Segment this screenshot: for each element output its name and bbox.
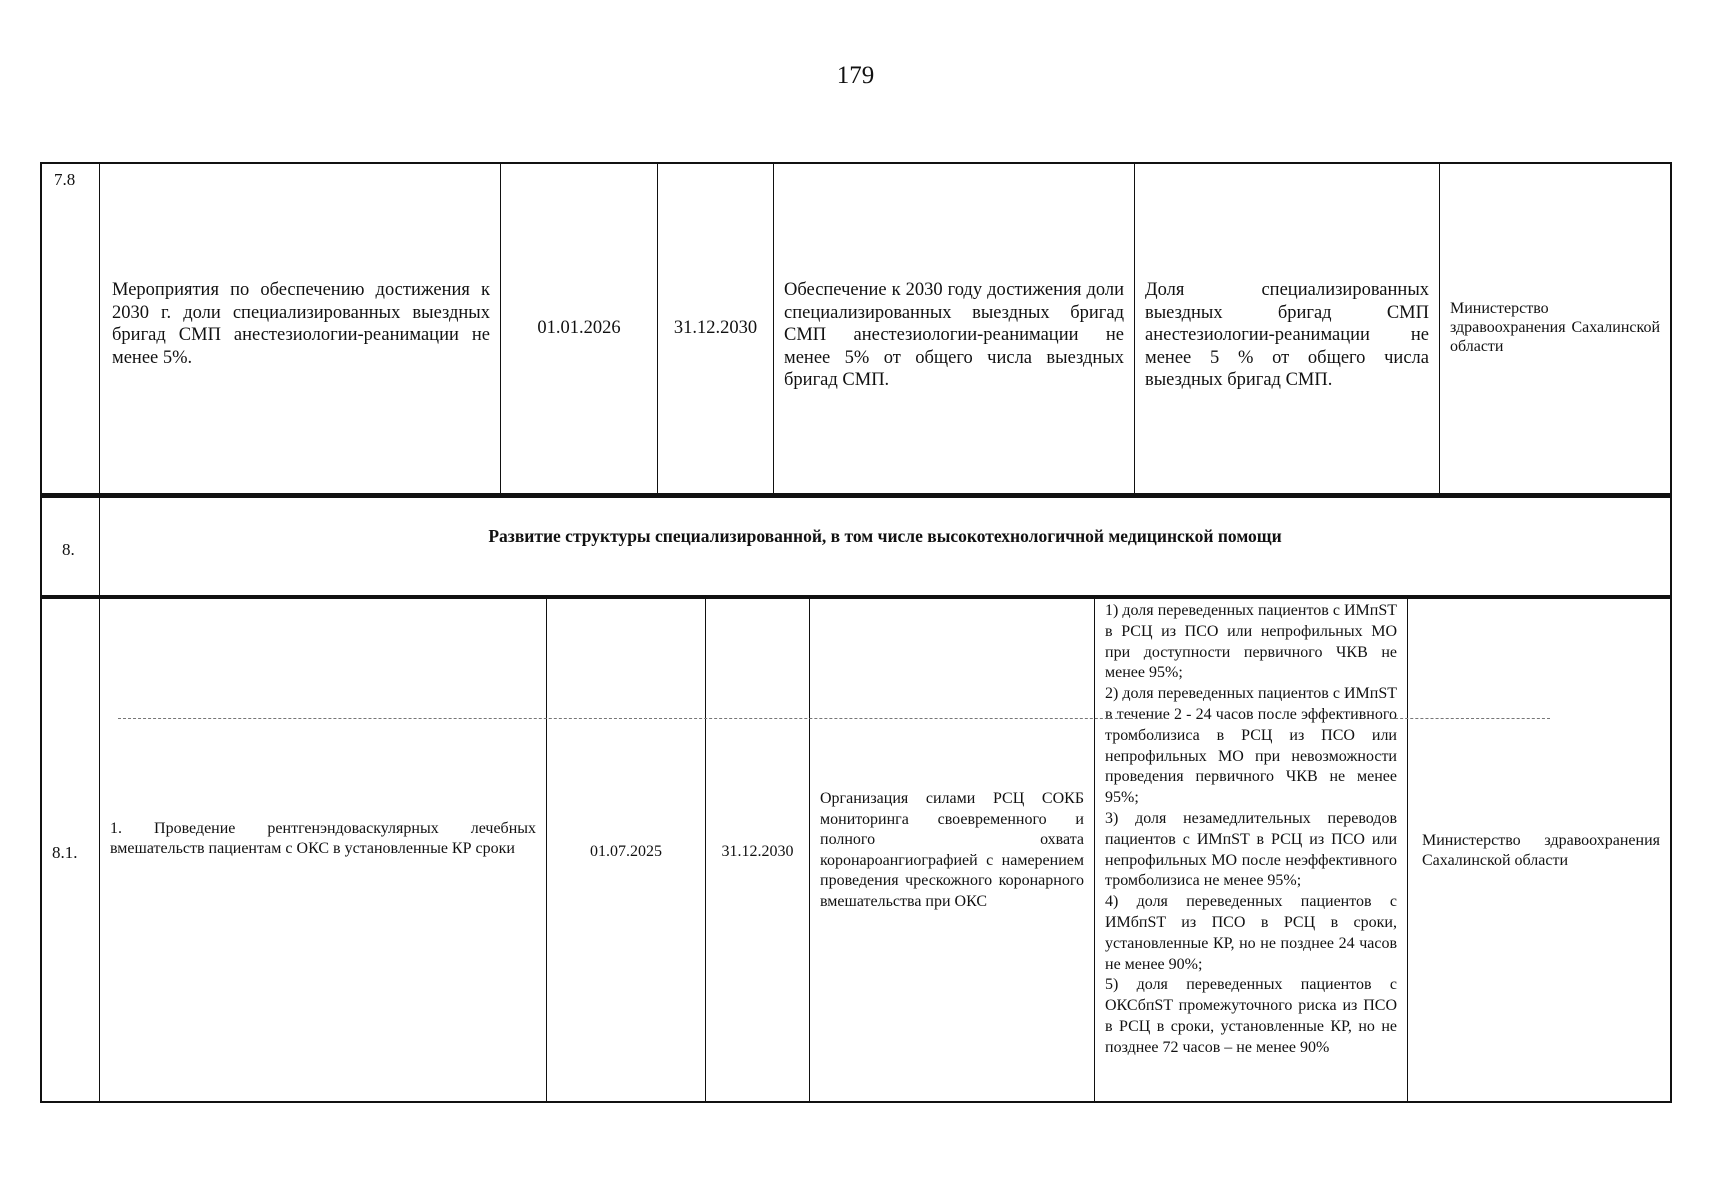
responsible-text: Министерство здравоохранения Сахалинской области [1422,832,1660,869]
row-number-cell [42,164,100,493]
description-text: Обеспечение к 2030 году достижения доли специализированных выездных бригад СМП анестезиологии-реанимации не менее 5% от общего числа выездных бригад СМП. [784,280,1124,390]
end-date-cell [706,599,810,1101]
activity-cell [100,164,501,493]
indicator-item: 3) доля незамедлительных переводов пациентов с ИМпST в РСЦ из ПСО или непрофильных МО после неэффективного тромболизиса не менее 95%; [1105,809,1397,890]
indicator-text: Доля специализированных выездных бригад СМП анестезиологии-реанимации не менее 5 % от общего числа выездных бригад СМП. [1145,280,1429,390]
activity-cell [100,599,547,1101]
description-text: Организация силами РСЦ СОКБ мониторинга своевременного и полного охвата коронароангиографией с намерением проведения чрескожного коронарного вмешательства при ОКС [820,790,1084,910]
scan-artifact-line [118,718,1168,719]
end-date: 31.12.2030 [721,843,794,860]
row-number-cell [42,599,100,1101]
row-number: 7.8 [54,170,76,189]
responsible-cell [1440,164,1670,493]
activity-text: 1. Проведение рентгенэндоваскулярных лечебных вмешательств пациентам с ОКС в установленные КР сроки [110,820,536,857]
table-row-7-8 [40,162,1672,495]
row-number-cell [42,498,100,595]
end-date: 31.12.2030 [673,318,758,339]
indicator-item: 2) доля переведенных пациентов с ИМпST в течение 2 - 24 часов после эффективного тромболизиса в РСЦ из ПСО или непрофильных МО при невозможности проведения первичного ЧКВ не менее 95%; [1105,685,1397,807]
row-number: 8.1. [52,843,78,862]
indicator-item: 4) доля переведенных пациентов с ИМбпST из ПСО в РСЦ в сроки, установленные КР, но не позднее 24 часов не менее 90%; [1105,893,1397,973]
start-date-cell [547,599,706,1101]
indicator-item: 5) доля переведенных пациентов с ОКСбпST промежуточного риска из ПСО в РСЦ в сроки, установленные КР, но не позднее 72 часов – не менее 90% [1105,976,1397,1056]
responsible-cell [1408,599,1670,1101]
section-row-8 [40,495,1672,597]
row-number: 8. [62,540,75,559]
start-date: 01.07.2025 [590,843,662,860]
responsible-text: Министерство здравоохранения Сахалинской области [1450,300,1660,355]
start-date: 01.01.2026 [537,318,621,339]
indicator-item: 1) доля переведенных пациентов с ИМпST в РСЦ из ПСО или непрофильных МО при доступности первичного ЧКВ не менее 95%; [1105,602,1397,682]
table-row-8-1 [40,597,1672,1103]
scan-artifact-line [1390,718,1550,719]
start-date-cell [501,164,658,493]
indicators-cell [1095,599,1408,1101]
activity-text: Мероприятия по обеспечению достижения к 2030 г. доли специализированных выездных бригад СМП анестезиологии-реанимации не менее 5%. [112,280,490,368]
section-title-cell [100,498,1670,595]
page-number: 179 [836,62,875,89]
description-cell [810,599,1095,1101]
end-date-cell [658,164,774,493]
section-title: Развитие структуры специализированной, в том числе высокотехнологичной медицинской помощи [488,526,1282,546]
indicator-cell [1135,164,1440,493]
description-cell [774,164,1135,493]
indicator-list [1105,601,1397,1059]
